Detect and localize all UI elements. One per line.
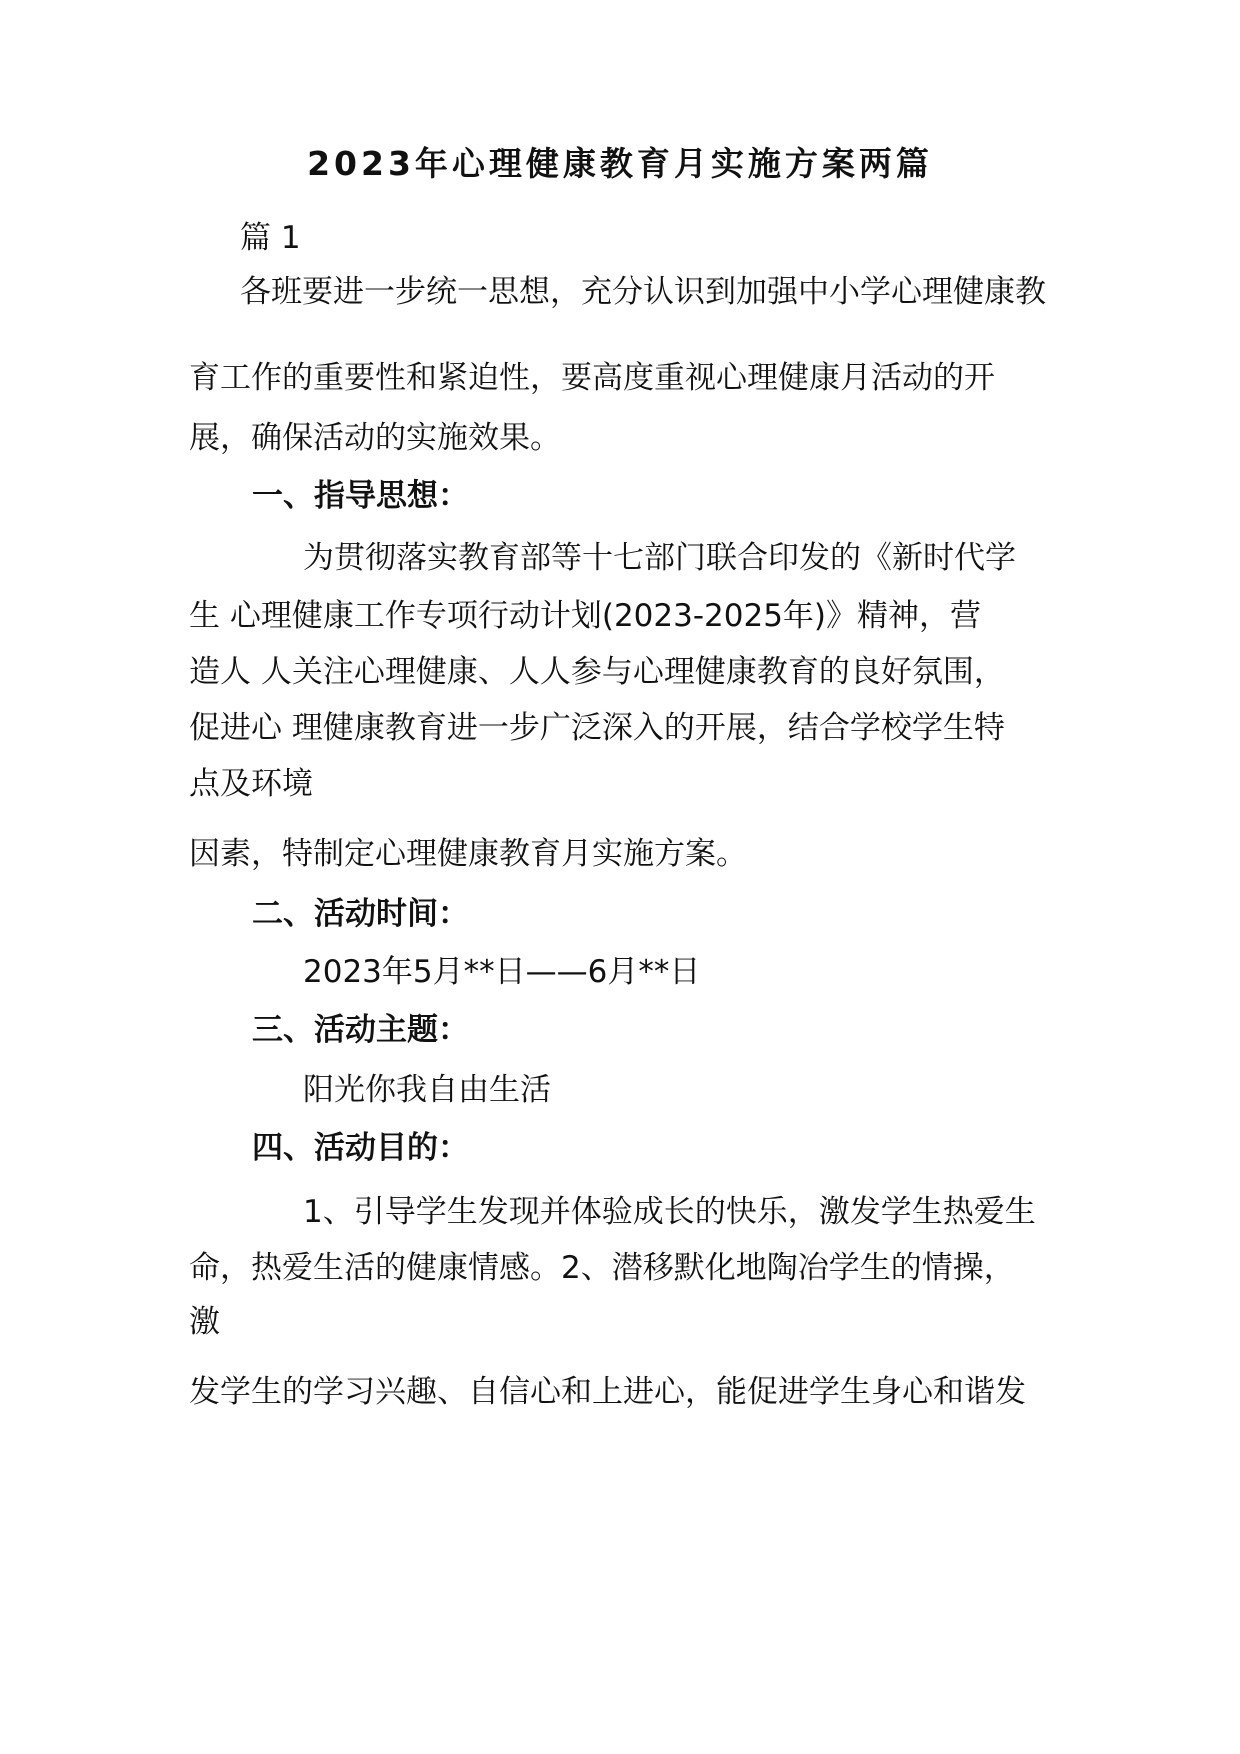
section-1-line-1: 为贯彻落实教育部等十七部门联合印发的《新时代学 (303, 540, 1016, 576)
section-1-heading: 一、指导思想： (252, 478, 469, 514)
section-1-line-6: 因素，特制定心理健康教育月实施方案。 (189, 836, 747, 872)
section-1-line-4: 促进心 理健康教育进一步广泛深入的开展，结合学校学生特 (189, 710, 1005, 746)
section-3-line-1: 阳光你我自由生活 (303, 1072, 551, 1108)
intro-line-2: 育工作的重要性和紧迫性，要高度重视心理健康月活动的开 (189, 360, 995, 396)
section-2-line-1: 2023年5月**日——6月**日 (303, 954, 701, 990)
section-4-line-1: 1、引导学生发现并体验成长的快乐，激发学生热爱生 (303, 1194, 1036, 1230)
section-4-line-4: 发学生的学习兴趣、自信心和上进心，能促进学生身心和谐发 (189, 1374, 1026, 1410)
section-1-line-5: 点及环境 (189, 766, 313, 802)
section-3-heading: 三、活动主题： (252, 1012, 469, 1048)
intro-line-3: 展，确保活动的实施效果。 (189, 420, 561, 456)
intro-line-1: 各班要进一步统一思想，充分认识到加强中小学心理健康教 (240, 274, 1046, 310)
section-4-line-3: 激 (189, 1304, 220, 1340)
section-4-line-2: 命，热爱生活的健康情感。2、潜移默化地陶冶学生的情操， (189, 1250, 1015, 1286)
part-label: 篇 1 (240, 220, 301, 256)
section-1-line-2: 生 心理健康工作专项行动计划(2023-2025年)》精神，营 (189, 598, 982, 634)
section-4-heading: 四、活动目的： (252, 1130, 469, 1166)
document-title: 2023年心理健康教育月实施方案两篇 (307, 144, 933, 183)
section-1-line-3: 造人 人关注心理健康、人人参与心理健康教育的良好氛围， (189, 654, 1005, 690)
section-2-heading: 二、活动时间： (252, 896, 469, 932)
